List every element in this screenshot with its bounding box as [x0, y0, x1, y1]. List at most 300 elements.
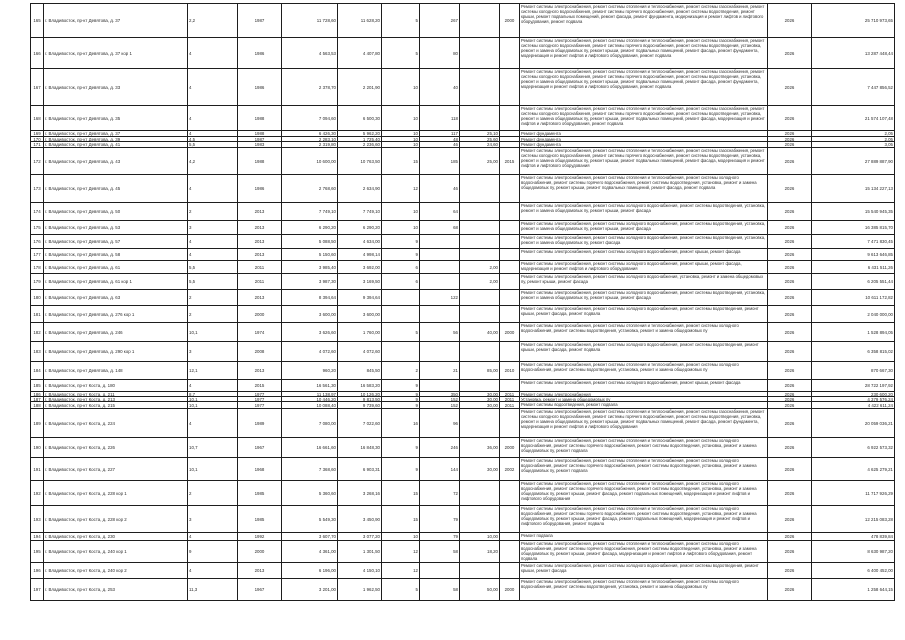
cell-floors: 11,3 [188, 579, 238, 601]
cell-last-repair-year: 2000 [500, 323, 520, 342]
cell-residents: 246 [420, 438, 460, 458]
cell-residents: 58 [420, 579, 460, 601]
cell-cost: 6 205 551,44 [812, 274, 895, 290]
cell-last-repair-year [500, 175, 520, 203]
table-row [30, 541, 895, 563]
cell-total-area: 5 150,60 [282, 249, 338, 261]
cell-total-area: 7 094,60 [282, 106, 338, 131]
cell-plan-year: 2026 [768, 342, 812, 362]
cell-plan-year: 2026 [768, 392, 812, 397]
cell-address: г. Владивосток, пр-кт Коста, д. 228 кор 1 [44, 481, 188, 506]
cell-cost: 25 710 973,65 [812, 4, 895, 38]
cell-row-number: 190 [30, 438, 44, 458]
cell-entrances: 9 [382, 402, 420, 409]
cell-living-area: 4 998,14 [338, 249, 382, 261]
cell-wear-percent: 30,00 [460, 392, 500, 397]
cell-plan-year: 2026 [768, 533, 812, 541]
cell-cost: 7 447 856,52 [812, 69, 895, 106]
cell-residents [420, 249, 460, 261]
cell-floors: 4 [188, 175, 238, 203]
cell-work-description: Ремонт системы электроснабжения, ремонт системы отопления и теплоснабжения, ремонт системы газоснабжения, ремонт системы холодного водоснабжения, ремонт системы горячего водоснабжения, ремонт системы водоотведения, установка, ремонт и замена общедомовых пу, ремонт крыши, ремонт подвальных помещений, ремонт фасада, ремонт фундамента, модернизация и ремонт лифтов и лифтового оборудования, ремонт подвала [520, 69, 768, 106]
cell-living-area: 3 692,00 [338, 261, 382, 274]
cell-living-area: 3 077,20 [338, 533, 382, 541]
cell-entrances: 5 [382, 323, 420, 342]
cell-living-area: 5 962,20 [338, 131, 382, 137]
cell-wear-percent [460, 481, 500, 506]
cell-last-repair-year: 2000 [500, 438, 520, 458]
cell-row-number: 188 [30, 402, 44, 409]
cell-total-area: 7 368,60 [282, 458, 338, 481]
cell-row-number: 187 [30, 397, 44, 402]
cell-address: г. Владивосток, пр-кт Девятова, д. 58 [44, 249, 188, 261]
cell-last-repair-year: 2011 [500, 397, 520, 402]
cell-wear-percent [460, 69, 500, 106]
cell-floors: 8,7 [188, 392, 238, 397]
cell-plan-year: 2026 [768, 481, 812, 506]
cell-work-description: Ремонт системы электроснабжения, ремонт системы отопления и теплоснабжения, ремонт системы холодного водоснабжения, ремонт системы горячего водоснабжения, ремонт системы водоотведения, установка, ремонт и замена общедомовых пу, ремонт крыши, ремонт фасада, модернизация и ремонт лифтов и лифтового оборудования, ремонт подвала [520, 541, 768, 563]
cell-entrances: 10 [382, 131, 420, 137]
table-row [30, 221, 895, 235]
cell-total-area: 3 607,70 [282, 533, 338, 541]
cell-floors: 2 [188, 290, 238, 306]
cell-last-repair-year [500, 106, 520, 131]
cell-cost: 8 630 987,20 [812, 541, 895, 563]
cell-last-repair-year: 2000 [500, 579, 520, 601]
cell-cost: 478 839,84 [812, 533, 895, 541]
cell-total-area: 16 661,60 [282, 438, 338, 458]
cell-year-built: 2008 [238, 342, 282, 362]
cell-living-area: 9 739,60 [338, 402, 382, 409]
cell-residents [420, 235, 460, 249]
cell-work-description: Ремонт системы электроснабжения, ремонт системы холодного водоснабжения, ремонт крыши, ремонт фасада [520, 249, 768, 261]
cell-entrances: 16 [382, 409, 420, 438]
table-row [30, 249, 895, 261]
cell-residents: 79 [420, 533, 460, 541]
cell-entrances: 10 [382, 137, 420, 142]
cell-living-area: 3 169,50 [338, 274, 382, 290]
cell-living-area: 1 725,40 [338, 137, 382, 142]
cell-work-description: Установка, ремонт и замена общедомовых пу [520, 397, 768, 402]
cell-year-built: 2000 [238, 541, 282, 563]
cell-work-description: Ремонт системы электроснабжения, ремонт системы отопления и теплоснабжения, ремонт системы холодного водоснабжения, ремонт системы горячего водоснабжения, ремонт системы водоотведения, установка, ремонт и замена общедомовых пу, ремонт подвала [520, 438, 768, 458]
cell-total-area: 3 201,00 [282, 579, 338, 601]
cell-plan-year: 2026 [768, 106, 812, 131]
cell-residents: 68 [420, 221, 460, 235]
cell-plan-year: 2026 [768, 203, 812, 221]
table-row [30, 533, 895, 541]
cell-total-area: 10 446,20 [282, 397, 338, 402]
cell-residents: 72 [420, 481, 460, 506]
cell-living-area: 4 634,00 [338, 235, 382, 249]
cell-total-area: 2 378,70 [282, 69, 338, 106]
cell-cost: 20 059 036,21 [812, 409, 895, 438]
cell-plan-year: 2026 [768, 306, 812, 323]
cell-residents: 144 [420, 458, 460, 481]
cell-work-description: Ремонт системы электроснабжения, ремонт системы холодного водоснабжения, ремонт крыши, ремонт фасада, модернизация и ремонт лифтов и лифтового оборудования [520, 261, 768, 274]
cell-entrances: 9 [382, 235, 420, 249]
cell-year-built: 2011 [238, 274, 282, 290]
cell-wear-percent: 24,60 [460, 142, 500, 148]
cell-entrances: 12 [382, 563, 420, 579]
cell-row-number: 165 [30, 4, 44, 38]
cell-living-area: 4 150,10 [338, 563, 382, 579]
cell-cost: 11 717 926,29 [812, 481, 895, 506]
cell-row-number: 182 [30, 323, 44, 342]
cell-living-area: 10 126,20 [338, 392, 382, 397]
table-row [30, 290, 895, 306]
cell-wear-percent: 2,00 [460, 261, 500, 274]
cell-wear-percent: 30,00 [460, 402, 500, 409]
cell-entrances: 10 [382, 69, 420, 106]
cell-year-built: 1988 [238, 131, 282, 137]
cell-row-number: 184 [30, 362, 44, 380]
cell-address: г. Владивосток, пр-кт Коста, д. 228 кор 2 [44, 506, 188, 533]
cell-plan-year: 2026 [768, 137, 812, 142]
cell-wear-percent: 18,20 [460, 541, 500, 563]
cell-row-number: 172 [30, 148, 44, 175]
cell-work-description: Ремонт системы электроснабжения, ремонт системы отопления и теплоснабжения, ремонт системы холодного водоснабжения, ремонт системы водоотведения, установка, ремонт и замена общедомовых пу [520, 323, 768, 342]
cell-address: г. Владивосток, пр-кт Девятова, д. 41 [44, 142, 188, 148]
cell-address: г. Владивосток, пр-кт Девятова, д. 43 [44, 148, 188, 175]
cell-residents: 58 [420, 541, 460, 563]
cell-residents: 118 [420, 106, 460, 131]
cell-floors: 12,1 [188, 362, 238, 380]
cell-last-repair-year [500, 380, 520, 392]
cell-wear-percent [460, 380, 500, 392]
cell-floors: 2 [188, 306, 238, 323]
cell-total-area: 10 088,40 [282, 402, 338, 409]
cell-total-area: 8 394,64 [282, 290, 338, 306]
cell-last-repair-year: 2015 [500, 148, 520, 175]
cell-wear-percent: 40,00 [460, 323, 500, 342]
cell-residents [420, 261, 460, 274]
cell-cost: 13 287 448,44 [812, 38, 895, 69]
cell-entrances: 6 [382, 261, 420, 274]
cell-entrances: 15 [382, 481, 420, 506]
cell-entrances: 10 [382, 533, 420, 541]
cell-floors: 4 [188, 533, 238, 541]
cell-year-built: 1967 [238, 438, 282, 458]
cell-last-repair-year [500, 533, 520, 541]
cell-last-repair-year [500, 235, 520, 249]
cell-work-description: Ремонт системы электроснабжения, ремонт системы отопления и теплоснабжения, ремонт системы холодного водоснабжения, ремонт системы горячего водоснабжения, ремонт системы водоотведения, установка, ремонт и замена общедомовых пу, ремонт крыши, ремонт фасада, ремонт подвальных помещений, модернизация и ремонт лифтов и лифтового оборудования [520, 481, 768, 506]
cell-work-description: Ремонт фундамента [520, 142, 768, 148]
table-row [30, 148, 895, 175]
cell-total-area: 7 080,00 [282, 409, 338, 438]
cell-wear-percent [460, 506, 500, 533]
cell-wear-percent [460, 342, 500, 362]
cell-entrances: 9 [382, 438, 420, 458]
cell-cost: 12 215 083,28 [812, 506, 895, 533]
cell-cost: 15 540 945,35 [812, 203, 895, 221]
cell-living-area: 10 763,50 [338, 148, 382, 175]
cell-total-area: 6 426,30 [282, 131, 338, 137]
cell-address: г. Владивосток, пр-кт Девятова, д. 33 [44, 69, 188, 106]
cell-work-description: Ремонт системы электроснабжения [520, 392, 768, 397]
cell-wear-percent [460, 175, 500, 203]
cell-work-description: Ремонт системы электроснабжения, ремонт системы отопления и теплоснабжения, ремонт системы газоснабжения, ремонт системы холодного водоснабжения, ремонт системы горячего водоснабжения, ремонт системы водоотведения, установка, ремонт и замена общедомовых пу, ремонт крыши, ремонт подвальных помещений, ремонт фасада, ремонт фундамента, модернизация и ремонт лифтов и лифтового оборудования, ремонт подвала [520, 38, 768, 69]
cell-cost: 4 422 611,24 [812, 402, 895, 409]
cell-living-area: 9 394,64 [338, 290, 382, 306]
cell-wear-percent: 30,00 [460, 397, 500, 402]
cell-last-repair-year [500, 290, 520, 306]
cell-year-built: 1968 [238, 458, 282, 481]
cell-plan-year: 2026 [768, 249, 812, 261]
cell-total-area: 2 319,80 [282, 142, 338, 148]
cell-floors: 10,1 [188, 397, 238, 402]
cell-cost: 16 385 815,70 [812, 221, 895, 235]
table-row [30, 506, 895, 533]
table-row [30, 306, 895, 323]
cell-work-description: Ремонт системы электроснабжения, ремонт системы отопления и теплоснабжения, ремонт системы газоснабжения, ремонт системы холодного водоснабжения, ремонт системы горячего водоснабжения, ремонт системы водоотведения, установка, ремонт и замена общедомовых пу, ремонт крыши, ремонт подвальных помещений, ремонт фасада, модернизация и ремонт лифтов и лифтового оборудования, ремонт подвала [520, 106, 768, 131]
cell-floors: 4 [188, 235, 238, 249]
cell-total-area: 3 626,60 [282, 323, 338, 342]
cell-residents [420, 563, 460, 579]
cell-wear-percent [460, 221, 500, 235]
cell-row-number: 197 [30, 579, 44, 601]
cell-cost: 2 040 000,00 [812, 306, 895, 323]
table-row [30, 362, 895, 380]
cell-total-area: 960,20 [282, 362, 338, 380]
cell-address: г. Владивосток, пр-кт Коста, д. 180 [44, 380, 188, 392]
cell-row-number: 194 [30, 533, 44, 541]
cell-living-area: 6 290,20 [338, 221, 382, 235]
cell-address: г. Владивосток, пр-кт Девятова, д. 148 [44, 362, 188, 380]
cell-floors: 3 [188, 506, 238, 533]
cell-year-built: 2015 [238, 380, 282, 392]
cell-work-description: Ремонт системы электроснабжения, ремонт системы холодного водоснабжения, ремонт крыши, ремонт фасада [520, 380, 768, 392]
cell-row-number: 193 [30, 506, 44, 533]
cell-last-repair-year: 2011 [500, 392, 520, 397]
cell-address: г. Владивосток, пр-кт Девятова, д. 290 кор 1 [44, 342, 188, 362]
cell-year-built: 1967 [238, 579, 282, 601]
cell-wear-percent [460, 290, 500, 306]
cell-last-repair-year [500, 342, 520, 362]
cell-year-built: 1989 [238, 409, 282, 438]
cell-entrances [382, 290, 420, 306]
table-row [30, 409, 895, 438]
cell-residents: 152 [420, 397, 460, 402]
cell-year-built: 1987 [238, 4, 282, 38]
cell-wear-percent: 36,00 [460, 438, 500, 458]
cell-last-repair-year [500, 274, 520, 290]
cell-row-number: 166 [30, 38, 44, 69]
cell-address: г. Владивосток, пр-кт Коста, д. 253 [44, 579, 188, 601]
cell-address: г. Владивосток, пр-кт Девятова, д. 63 [44, 290, 188, 306]
cell-floors: 3 [188, 221, 238, 235]
cell-plan-year: 2026 [768, 563, 812, 579]
cell-year-built: 1974 [238, 323, 282, 342]
cell-last-repair-year: 2011 [500, 402, 520, 409]
cell-year-built: 2011 [238, 261, 282, 274]
cell-plan-year: 2026 [768, 175, 812, 203]
cell-entrances: 9 [382, 392, 420, 397]
cell-floors: 4 [188, 409, 238, 438]
cell-entrances: 10 [382, 221, 420, 235]
cell-total-area: 11 138,97 [282, 392, 338, 397]
cell-entrances: 5 [382, 579, 420, 601]
cell-plan-year: 2026 [768, 323, 812, 342]
cell-work-description: Ремонт системы электроснабжения, ремонт системы холодного водоснабжения, ремонт системы водоотведения, установка, ремонт и замена общедомовых пу, ремонт фасада [520, 235, 768, 249]
table-row [30, 579, 895, 601]
cell-living-area: 2 201,90 [338, 69, 382, 106]
cell-residents: 80 [420, 38, 460, 69]
cell-floors: 5,5 [188, 261, 238, 274]
cell-address: г. Владивосток, пр-кт Девятова, д. 53 [44, 221, 188, 235]
cell-floors: 4 [188, 563, 238, 579]
cell-last-repair-year [500, 69, 520, 106]
cell-row-number: 185 [30, 380, 44, 392]
cell-cost: 9 613 646,85 [812, 249, 895, 261]
table-row [30, 438, 895, 458]
cell-living-area: 3 450,90 [338, 506, 382, 533]
cell-entrances: 12 [382, 175, 420, 203]
cell-row-number: 171 [30, 142, 44, 148]
cell-work-description: Ремонт системы электроснабжения, ремонт системы холодного водоснабжения, ремонт системы водоотведения, ремонт крыши, ремонт фасада [520, 563, 768, 579]
cell-entrances: 10 [382, 106, 420, 131]
cell-wear-percent: 25,10 [460, 131, 500, 137]
cell-address: г. Владивосток, пр-кт Девятова, д. 61 [44, 261, 188, 274]
cell-living-area: 9 813,50 [338, 397, 382, 402]
cell-living-area: 1 760,00 [338, 323, 382, 342]
cell-plan-year: 2026 [768, 4, 812, 38]
cell-last-repair-year [500, 221, 520, 235]
cell-cost: 6 922 573,32 [812, 438, 895, 458]
cell-entrances: 9 [382, 380, 420, 392]
cell-row-number: 186 [30, 392, 44, 397]
cell-work-description: Ремонт подвала [520, 533, 768, 541]
cell-address: г. Владивосток, пр-кт Девятова, д. 37 [44, 4, 188, 38]
cell-last-repair-year [500, 306, 520, 323]
cell-entrances: 12 [382, 541, 420, 563]
cell-total-area: 4 072,60 [282, 342, 338, 362]
cell-wear-percent [460, 563, 500, 579]
cell-work-description: Ремонт системы электроснабжения, ремонт системы холодного водоснабжения, ремонт системы водоотведения, ремонт крыши, ремонт фасада, ремонт подвала [520, 306, 768, 323]
cell-residents [420, 342, 460, 362]
cell-row-number: 176 [30, 235, 44, 249]
cell-row-number: 169 [30, 131, 44, 137]
cell-living-area: 16 583,20 [338, 380, 382, 392]
cell-wear-percent: 25,60 [460, 137, 500, 142]
cell-residents [420, 274, 460, 290]
cell-residents: 48 [420, 137, 460, 142]
cell-total-area: 3 987,30 [282, 274, 338, 290]
cell-cost: 2,05 [812, 131, 895, 137]
cell-cost: 27 889 887,90 [812, 148, 895, 175]
cell-living-area: 6 903,31 [338, 458, 382, 481]
cell-work-description: Ремонт системы электроснабжения, ремонт системы отопления и теплоснабжения, ремонт системы газоснабжения, ремонт системы холодного водоснабжения, ремонт системы горячего водоснабжения, ремонт системы водоотведения, установка, ремонт и замена общедомовых пу, ремонт крыши, ремонт подвальных помещений, ремонт фасада, модернизация и ремонт лифтов и лифтового оборудования [520, 148, 768, 175]
cell-living-area: 7 022,60 [338, 409, 382, 438]
table-row [30, 380, 895, 392]
cell-address: г. Владивосток, пр-кт Коста, д. 224 [44, 409, 188, 438]
cell-residents: 56 [420, 323, 460, 342]
cell-residents: 40 [420, 69, 460, 106]
cell-row-number: 170 [30, 137, 44, 142]
cell-total-area: 2 768,60 [282, 175, 338, 203]
cell-living-area: 1 301,50 [338, 541, 382, 563]
cell-cost: 2,05 [812, 137, 895, 142]
cell-last-repair-year [500, 563, 520, 579]
cell-last-repair-year [500, 261, 520, 274]
cell-entrances [382, 342, 420, 362]
cell-floors: 4 [188, 249, 238, 261]
cell-living-area: 3 600,00 [338, 306, 382, 323]
cell-cost: 21 574 107,48 [812, 106, 895, 131]
cell-total-area: 5 088,50 [282, 235, 338, 249]
cell-wear-percent: 25,00 [460, 148, 500, 175]
cell-year-built: 1985 [238, 481, 282, 506]
cell-year-built: 1983 [238, 142, 282, 148]
table-row [30, 261, 895, 274]
cell-entrances [382, 306, 420, 323]
cell-plan-year: 2026 [768, 409, 812, 438]
cell-entrances: 9 [382, 397, 420, 402]
cell-cost: 3,05 [812, 142, 895, 148]
cell-plan-year: 2026 [768, 274, 812, 290]
cell-plan-year: 2026 [768, 438, 812, 458]
cell-plan-year: 2026 [768, 362, 812, 380]
cell-address: г. Владивосток, пр-кт Девятова, д. 37 [44, 131, 188, 137]
cell-plan-year: 2026 [768, 69, 812, 106]
cell-entrances: 10 [382, 203, 420, 221]
cell-wear-percent [460, 203, 500, 221]
cell-cost: 870 667,30 [812, 362, 895, 380]
cell-address: г. Владивосток, пр-кт Девятова, д. 37 кор 1 [44, 38, 188, 69]
cell-residents: 267 [420, 4, 460, 38]
cell-cost: 6 431 511,26 [812, 261, 895, 274]
cell-entrances: 9 [382, 249, 420, 261]
cell-work-description: Ремонт системы электроснабжения, ремонт системы отопления и теплоснабжения, ремонт системы холодного водоснабжения, ремонт системы водоотведения, установка, ремонт и замена общедомовых пу [520, 362, 768, 380]
cell-last-repair-year [500, 203, 520, 221]
cell-plan-year: 2026 [768, 38, 812, 69]
cell-year-built: 1986 [238, 69, 282, 106]
cell-total-area: 4 361,00 [282, 541, 338, 563]
cell-wear-percent [460, 235, 500, 249]
table-row [30, 274, 895, 290]
table-row [30, 4, 895, 38]
cell-year-built: 1992 [238, 533, 282, 541]
cell-entrances: 5 [382, 4, 420, 38]
cell-floors: 9 [188, 541, 238, 563]
cell-floors: 2,2 [188, 4, 238, 38]
cell-floors: 10,1 [188, 323, 238, 342]
cell-residents: 185 [420, 148, 460, 175]
cell-cost: 230 600,20 [812, 392, 895, 397]
cell-residents: 117 [420, 131, 460, 137]
cell-floors: 5,5 [188, 142, 238, 148]
cell-address: г. Владивосток, пр-кт Коста, д. 213 [44, 397, 188, 402]
cell-row-number: 174 [30, 203, 44, 221]
cell-plan-year: 2026 [768, 131, 812, 137]
cell-row-number: 177 [30, 249, 44, 261]
cell-residents [420, 380, 460, 392]
cell-total-area: 7 749,10 [282, 203, 338, 221]
cell-residents: 21 [420, 362, 460, 380]
cell-last-repair-year [500, 541, 520, 563]
cell-row-number: 178 [30, 261, 44, 274]
cell-address: г. Владивосток, пр-кт Девятова, д. 57 [44, 235, 188, 249]
cell-entrances: 2 [382, 362, 420, 380]
cell-total-area: 3 985,40 [282, 261, 338, 274]
cell-floors: 4 [188, 38, 238, 69]
cell-total-area: 6 196,00 [282, 563, 338, 579]
cell-floors: 4 [188, 131, 238, 137]
cell-entrances: 10 [382, 142, 420, 148]
cell-last-repair-year: 2000 [500, 4, 520, 38]
cell-address: г. Владивосток, пр-кт Девятова, д. 246 [44, 323, 188, 342]
table-row [30, 38, 895, 69]
cell-address: г. Владивосток, пр-кт Девятова, д. 50 [44, 203, 188, 221]
